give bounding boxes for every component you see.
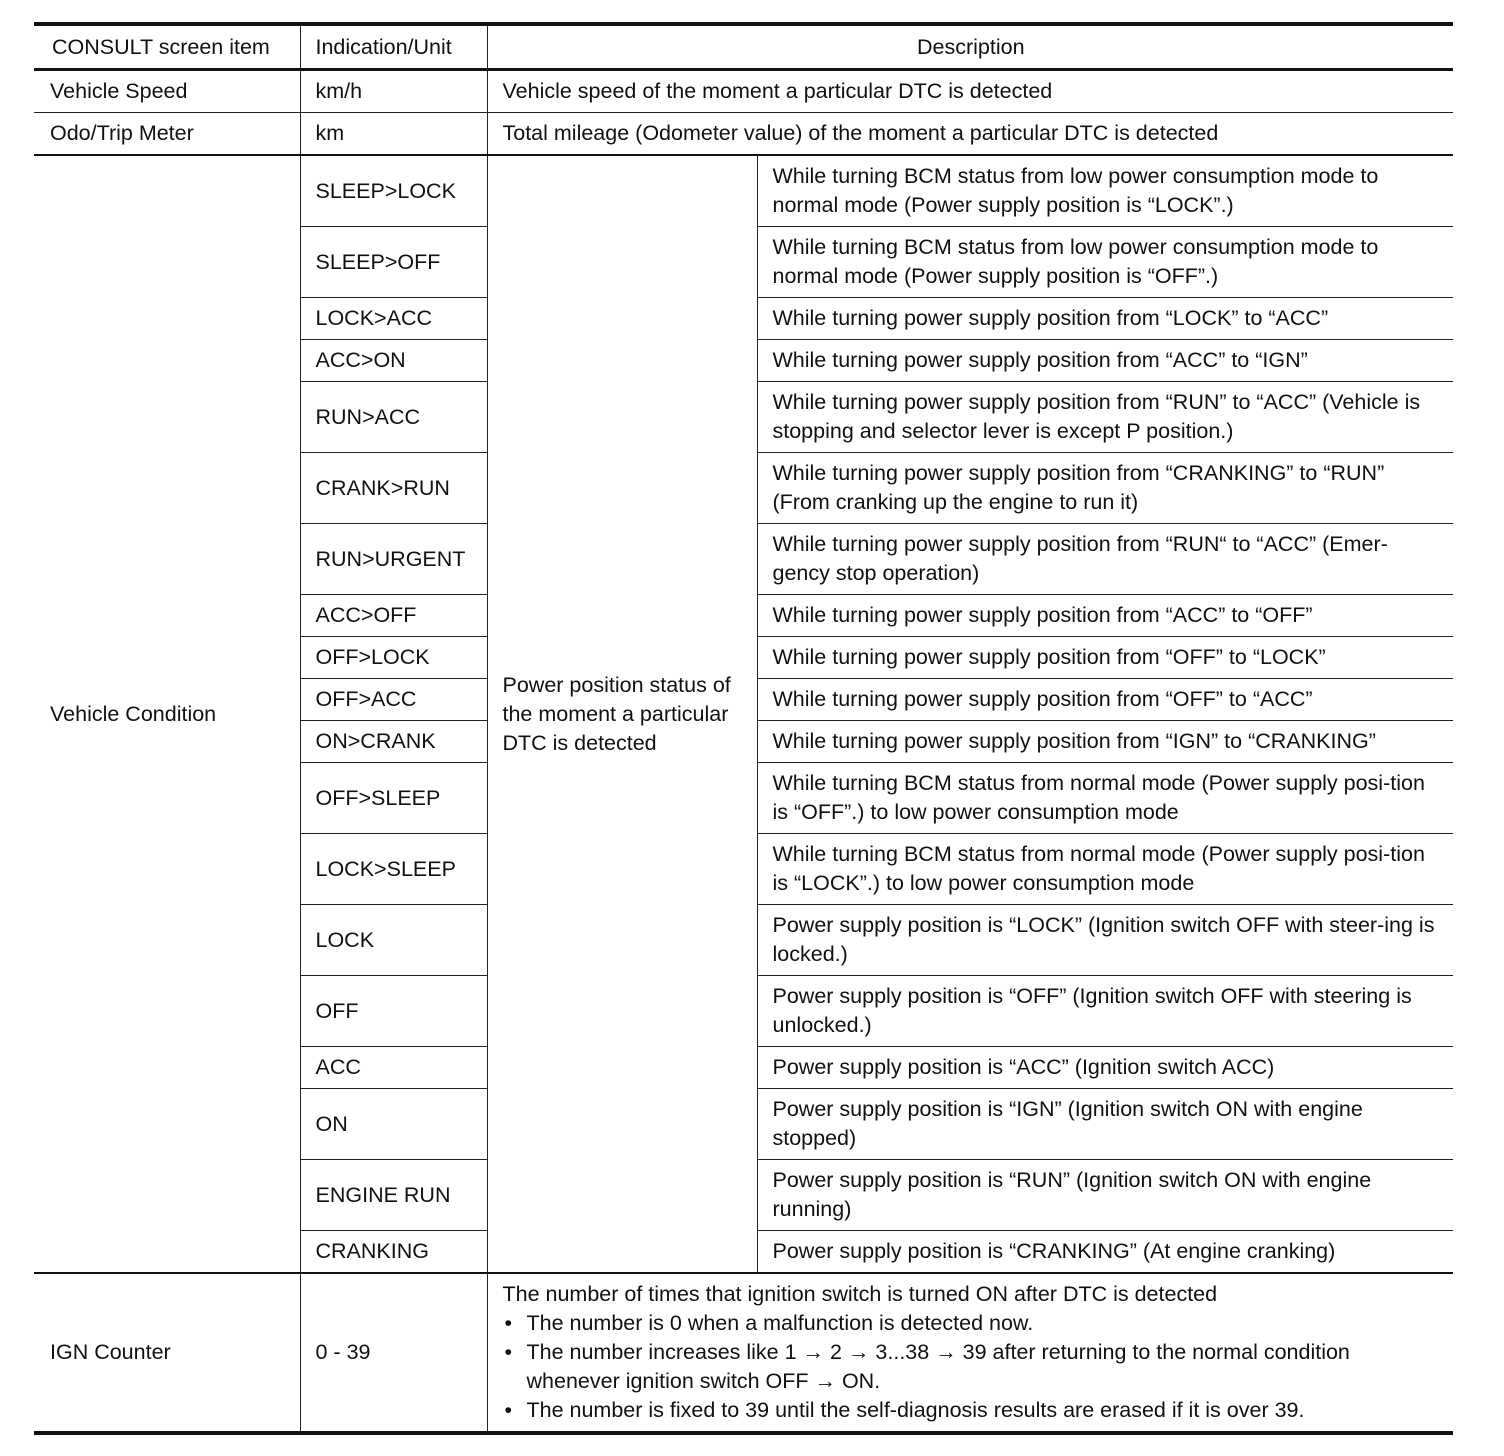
state-code-cell: OFF>SLEEP <box>300 763 487 834</box>
document-page <box>34 0 1453 1435</box>
state-description-cell: While turning power supply position from “RUN” to “ACC” (Vehicle is stopping and selector lever is except P position.) <box>757 382 1453 453</box>
table-row <box>34 113 1453 156</box>
state-code-cell: OFF>ACC <box>300 679 487 721</box>
header-description: Description <box>487 24 1453 70</box>
state-code-cell: SLEEP>OFF <box>300 227 487 298</box>
state-code-cell: ACC <box>300 1047 487 1089</box>
state-description-cell: Power supply position is “RUN” (Ignition switch ON with engine running) <box>757 1160 1453 1231</box>
state-description-cell: While turning power supply position from “IGN” to “CRANKING” <box>757 721 1453 763</box>
state-description-cell: Power supply position is “ACC” (Ignition switch ACC) <box>757 1047 1453 1089</box>
state-description-cell: While turning BCM status from normal mode (Power supply posi-tion is “LOCK”.) to low power consumption mode <box>757 834 1453 905</box>
state-code-cell: ACC>ON <box>300 340 487 382</box>
state-code-cell: OFF>LOCK <box>300 637 487 679</box>
vehicle-condition-summary-cell: Power position status of the moment a particular DTC is detected <box>487 155 757 1273</box>
ign-counter-bullet-list <box>503 1309 1440 1425</box>
state-code-cell: SLEEP>LOCK <box>300 155 487 227</box>
header-row <box>34 24 1453 70</box>
state-code-cell: OFF <box>300 976 487 1047</box>
header-screen-item: CONSULT screen item <box>34 24 300 70</box>
vehicle-condition-item-cell: Vehicle Condition <box>34 155 300 1273</box>
state-description-cell: While turning BCM status from normal mode (Power supply posi-tion is “OFF”.) to low power consumption mode <box>757 763 1453 834</box>
table-row <box>34 1273 1453 1433</box>
state-description-cell: While turning power supply position from “OFF” to “LOCK” <box>757 637 1453 679</box>
state-description-cell: Power supply position is “CRANKING” (At engine cranking) <box>757 1231 1453 1274</box>
state-code-cell: ACC>OFF <box>300 595 487 637</box>
state-description-cell: While turning power supply position from “ACC” to “IGN” <box>757 340 1453 382</box>
state-code-cell: LOCK>ACC <box>300 298 487 340</box>
unit-cell: km <box>300 113 487 156</box>
item-cell: Odo/Trip Meter <box>34 113 300 156</box>
state-description-cell: While turning BCM status from low power consumption mode to normal mode (Power supply position is “LOCK”.) <box>757 155 1453 227</box>
state-code-cell: LOCK>SLEEP <box>300 834 487 905</box>
list-item: • The number increases like 1 → 2 → 3...38 → 39 after returning to the normal condition whenever ignition switch OFF → ON. <box>503 1338 1440 1396</box>
unit-cell: km/h <box>300 70 487 113</box>
state-code-cell: ON>CRANK <box>300 721 487 763</box>
description-cell: Vehicle speed of the moment a particular DTC is detected <box>487 70 1453 113</box>
state-description-cell: While turning power supply position from “RUN“ to “ACC” (Emer-gency stop operation) <box>757 524 1453 595</box>
state-code-cell: ENGINE RUN <box>300 1160 487 1231</box>
list-item: • The number is fixed to 39 until the self-diagnosis results are erased if it is over 39. <box>503 1396 1440 1425</box>
state-code-cell: RUN>URGENT <box>300 524 487 595</box>
state-code-cell: RUN>ACC <box>300 382 487 453</box>
table-row <box>34 70 1453 113</box>
ign-counter-unit-cell: 0 - 39 <box>300 1273 487 1433</box>
description-cell: Total mileage (Odometer value) of the moment a particular DTC is detected <box>487 113 1453 156</box>
state-description-cell: While turning power supply position from “CRANKING” to “RUN” (From cranking up the engine to run it) <box>757 453 1453 524</box>
state-description-cell: Power supply position is “LOCK” (Ignition switch OFF with steer-ing is locked.) <box>757 905 1453 976</box>
ign-counter-description-cell <box>487 1273 1453 1433</box>
state-description-cell: While turning power supply position from “ACC” to “OFF” <box>757 595 1453 637</box>
state-code-cell: CRANKING <box>300 1231 487 1274</box>
state-code-cell: LOCK <box>300 905 487 976</box>
list-item: • The number is 0 when a malfunction is detected now. <box>503 1309 1440 1338</box>
header-indication-unit: Indication/Unit <box>300 24 487 70</box>
table-row <box>34 155 1453 227</box>
state-description-cell: Power supply position is “OFF” (Ignition switch OFF with steering is unlocked.) <box>757 976 1453 1047</box>
ign-counter-item-cell: IGN Counter <box>34 1273 300 1433</box>
item-cell: Vehicle Speed <box>34 70 300 113</box>
consult-data-table <box>34 22 1453 1435</box>
state-description-cell: Power supply position is “IGN” (Ignition switch ON with engine stopped) <box>757 1089 1453 1160</box>
state-code-cell: CRANK>RUN <box>300 453 487 524</box>
ign-counter-intro: The number of times that ignition switch is turned ON after DTC is detected <box>502 1282 1218 1306</box>
state-description-cell: While turning power supply position from “OFF” to “ACC” <box>757 679 1453 721</box>
state-description-cell: While turning power supply position from “LOCK” to “ACC” <box>757 298 1453 340</box>
state-description-cell: While turning BCM status from low power consumption mode to normal mode (Power supply position is “OFF”.) <box>757 227 1453 298</box>
state-code-cell: ON <box>300 1089 487 1160</box>
